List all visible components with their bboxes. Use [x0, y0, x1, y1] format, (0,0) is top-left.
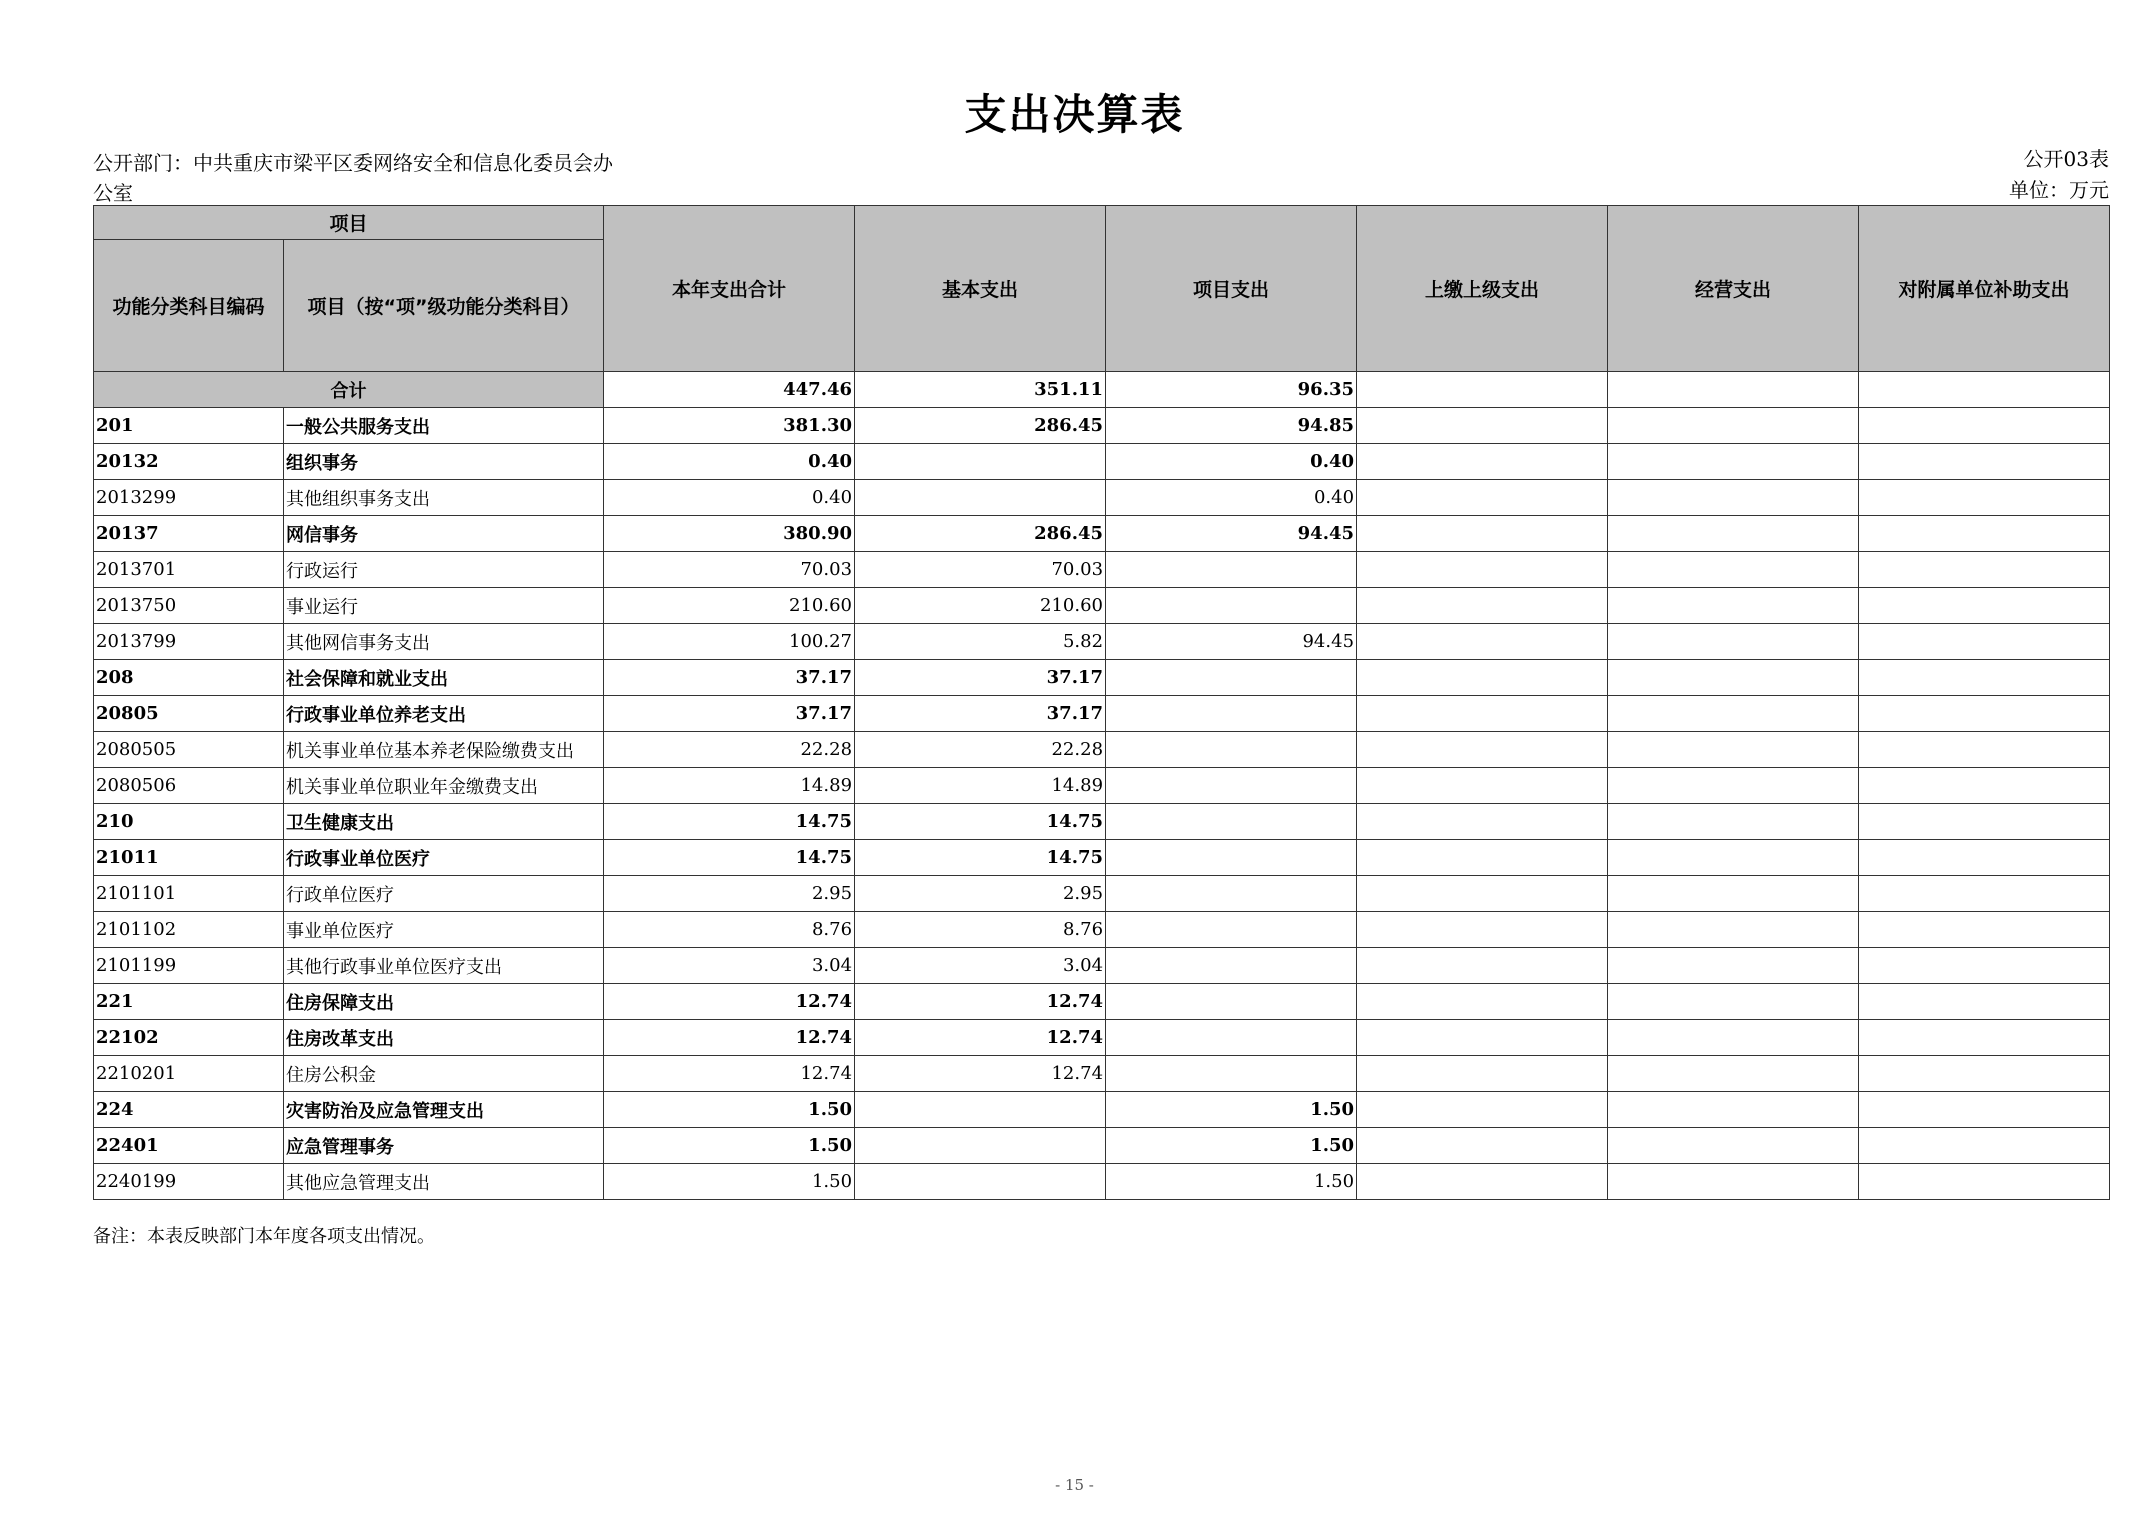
row-project: 94.45: [1106, 516, 1357, 552]
row-name: 事业运行: [284, 588, 604, 624]
row-code: 2013750: [94, 588, 284, 624]
row-subsidy: [1859, 444, 2110, 480]
row-code: 210: [94, 804, 284, 840]
row-subsidy: [1859, 1128, 2110, 1164]
row-upper: [1357, 1092, 1608, 1128]
page-title: 支出决算表: [964, 90, 1185, 139]
row-total: 8.76: [604, 912, 855, 948]
row-name: 行政运行: [284, 552, 604, 588]
page-number: - 15 -: [1055, 1476, 1094, 1494]
row-upper: [1357, 1020, 1608, 1056]
row-total: 70.03: [604, 552, 855, 588]
row-name: 网信事务: [284, 516, 604, 552]
row-upper: [1357, 444, 1608, 480]
row-subsidy: [1859, 840, 2110, 876]
table-row: [94, 516, 2110, 552]
row-total: 0.40: [604, 480, 855, 516]
row-subsidy: [1859, 984, 2110, 1020]
row-project: 94.85: [1106, 408, 1357, 444]
table-row: [94, 480, 2110, 516]
table-row: [94, 444, 2110, 480]
row-basic: 37.17: [855, 696, 1106, 732]
row-upper: [1357, 876, 1608, 912]
row-basic: 22.28: [855, 732, 1106, 768]
row-business: [1608, 408, 1859, 444]
row-name: 行政事业单位医疗: [284, 840, 604, 876]
row-code: 20137: [94, 516, 284, 552]
total-project: 96.35: [1106, 372, 1357, 408]
row-basic: 286.45: [855, 516, 1106, 552]
table-row: [94, 552, 2110, 588]
table-row: [94, 948, 2110, 984]
row-project: 1.50: [1106, 1128, 1357, 1164]
row-project: [1106, 984, 1357, 1020]
row-basic: 14.75: [855, 804, 1106, 840]
row-upper: [1357, 516, 1608, 552]
row-basic: [855, 1128, 1106, 1164]
row-total: 37.17: [604, 660, 855, 696]
row-total: 1.50: [604, 1092, 855, 1128]
row-name: 住房保障支出: [284, 984, 604, 1020]
row-business: [1608, 624, 1859, 660]
row-business: [1608, 1128, 1859, 1164]
header-basic: 基本支出: [855, 206, 1106, 372]
row-basic: 12.74: [855, 984, 1106, 1020]
row-upper: [1357, 840, 1608, 876]
department-info: [93, 148, 613, 208]
row-subsidy: [1859, 696, 2110, 732]
row-basic: [855, 444, 1106, 480]
row-subsidy: [1859, 1164, 2110, 1200]
row-code: 2101102: [94, 912, 284, 948]
row-business: [1608, 804, 1859, 840]
row-basic: 210.60: [855, 588, 1106, 624]
row-upper: [1357, 768, 1608, 804]
row-code: 2013299: [94, 480, 284, 516]
row-subsidy: [1859, 948, 2110, 984]
row-business: [1608, 1056, 1859, 1092]
row-business: [1608, 516, 1859, 552]
row-subsidy: [1859, 768, 2110, 804]
row-basic: 5.82: [855, 624, 1106, 660]
row-project: 0.40: [1106, 444, 1357, 480]
row-project: [1106, 588, 1357, 624]
row-name: 其他行政事业单位医疗支出: [284, 948, 604, 984]
row-name: 社会保障和就业支出: [284, 660, 604, 696]
row-project: [1106, 948, 1357, 984]
row-business: [1608, 444, 1859, 480]
row-name: 一般公共服务支出: [284, 408, 604, 444]
row-total: 12.74: [604, 984, 855, 1020]
row-upper: [1357, 732, 1608, 768]
row-upper: [1357, 624, 1608, 660]
row-business: [1608, 912, 1859, 948]
row-upper: [1357, 408, 1608, 444]
row-basic: 37.17: [855, 660, 1106, 696]
table-row: [94, 840, 2110, 876]
row-business: [1608, 660, 1859, 696]
row-project: [1106, 732, 1357, 768]
row-basic: 286.45: [855, 408, 1106, 444]
row-total: 37.17: [604, 696, 855, 732]
row-name: 卫生健康支出: [284, 804, 604, 840]
row-code: 224: [94, 1092, 284, 1128]
row-project: [1106, 1020, 1357, 1056]
table-row: [94, 1056, 2110, 1092]
row-name: 行政事业单位养老支出: [284, 696, 604, 732]
row-subsidy: [1859, 480, 2110, 516]
row-name: 组织事务: [284, 444, 604, 480]
row-upper: [1357, 696, 1608, 732]
row-basic: 3.04: [855, 948, 1106, 984]
row-basic: 2.95: [855, 876, 1106, 912]
row-project: [1106, 552, 1357, 588]
row-basic: [855, 480, 1106, 516]
row-total: 3.04: [604, 948, 855, 984]
row-basic: 8.76: [855, 912, 1106, 948]
row-subsidy: [1859, 624, 2110, 660]
row-name: 事业单位医疗: [284, 912, 604, 948]
row-business: [1608, 552, 1859, 588]
row-business: [1608, 948, 1859, 984]
row-subsidy: [1859, 732, 2110, 768]
header-project: 项目支出: [1106, 206, 1357, 372]
row-subsidy: [1859, 660, 2110, 696]
row-code: 2101101: [94, 876, 284, 912]
row-subsidy: [1859, 516, 2110, 552]
row-subsidy: [1859, 804, 2110, 840]
row-upper: [1357, 912, 1608, 948]
row-total: 0.40: [604, 444, 855, 480]
row-business: [1608, 768, 1859, 804]
header-item: 项目: [94, 206, 604, 240]
row-name: 应急管理事务: [284, 1128, 604, 1164]
row-code: 20805: [94, 696, 284, 732]
total-upper: [1357, 372, 1608, 408]
row-name: 机关事业单位职业年金缴费支出: [284, 768, 604, 804]
table-row: [94, 984, 2110, 1020]
row-subsidy: [1859, 912, 2110, 948]
table-row: [94, 588, 2110, 624]
row-code: 208: [94, 660, 284, 696]
total-row: [94, 372, 2110, 408]
row-upper: [1357, 948, 1608, 984]
row-total: 14.75: [604, 804, 855, 840]
table-row: [94, 732, 2110, 768]
table-row: [94, 768, 2110, 804]
unit-label: 单位：万元: [2009, 178, 2109, 202]
row-basic: 14.89: [855, 768, 1106, 804]
row-code: 201: [94, 408, 284, 444]
row-name: 行政单位医疗: [284, 876, 604, 912]
table-row: [94, 912, 2110, 948]
department-name: 中共重庆市梁平区委网络安全和信息化委员会办公室: [93, 151, 613, 205]
row-subsidy: [1859, 408, 2110, 444]
row-business: [1608, 1164, 1859, 1200]
row-name: 其他应急管理支出: [284, 1164, 604, 1200]
table-row: [94, 660, 2110, 696]
row-upper: [1357, 984, 1608, 1020]
header-business: 经营支出: [1608, 206, 1859, 372]
table-row: [94, 696, 2110, 732]
row-total: 12.74: [604, 1020, 855, 1056]
row-name: 机关事业单位基本养老保险缴费支出: [284, 732, 604, 768]
row-total: 2.95: [604, 876, 855, 912]
row-upper: [1357, 660, 1608, 696]
row-subsidy: [1859, 876, 2110, 912]
row-code: 2013701: [94, 552, 284, 588]
row-business: [1608, 876, 1859, 912]
header-name: 项目（按“项”级功能分类科目）: [284, 240, 604, 372]
row-total: 1.50: [604, 1128, 855, 1164]
header-code: 功能分类科目编码: [94, 240, 284, 372]
row-subsidy: [1859, 1020, 2110, 1056]
row-name: 住房公积金: [284, 1056, 604, 1092]
row-project: [1106, 804, 1357, 840]
row-upper: [1357, 1056, 1608, 1092]
row-total: 210.60: [604, 588, 855, 624]
header-total: 本年支出合计: [604, 206, 855, 372]
row-basic: [855, 1092, 1106, 1128]
row-code: 2080505: [94, 732, 284, 768]
table-row: [94, 624, 2110, 660]
row-total: 14.75: [604, 840, 855, 876]
total-amount: 447.46: [604, 372, 855, 408]
row-basic: 12.74: [855, 1020, 1106, 1056]
row-code: 2080506: [94, 768, 284, 804]
row-upper: [1357, 804, 1608, 840]
row-basic: 12.74: [855, 1056, 1106, 1092]
row-name: 住房改革支出: [284, 1020, 604, 1056]
row-basic: 14.75: [855, 840, 1106, 876]
table-meta: [2009, 144, 2109, 206]
header-subsidy: 对附属单位补助支出: [1859, 206, 2110, 372]
table-row: [94, 1164, 2110, 1200]
row-basic: 70.03: [855, 552, 1106, 588]
row-business: [1608, 984, 1859, 1020]
row-project: [1106, 912, 1357, 948]
table-row: [94, 876, 2110, 912]
row-upper: [1357, 1128, 1608, 1164]
row-name: 其他网信事务支出: [284, 624, 604, 660]
row-project: [1106, 876, 1357, 912]
table-body: [94, 372, 2110, 1200]
table-row: [94, 804, 2110, 840]
row-total: 100.27: [604, 624, 855, 660]
row-total: 14.89: [604, 768, 855, 804]
row-business: [1608, 480, 1859, 516]
row-code: 21011: [94, 840, 284, 876]
row-name: 灾害防治及应急管理支出: [284, 1092, 604, 1128]
row-upper: [1357, 1164, 1608, 1200]
row-project: [1106, 660, 1357, 696]
row-name: 其他组织事务支出: [284, 480, 604, 516]
row-total: 380.90: [604, 516, 855, 552]
row-total: 22.28: [604, 732, 855, 768]
row-project: 1.50: [1106, 1164, 1357, 1200]
row-code: 22401: [94, 1128, 284, 1164]
footnote: 备注：本表反映部门本年度各项支出情况。: [93, 1226, 435, 1247]
row-subsidy: [1859, 552, 2110, 588]
row-code: 221: [94, 984, 284, 1020]
row-project: [1106, 840, 1357, 876]
row-code: 2101199: [94, 948, 284, 984]
header-upper: 上缴上级支出: [1357, 206, 1608, 372]
table-row: [94, 408, 2110, 444]
row-project: 1.50: [1106, 1092, 1357, 1128]
form-id: 公开03表: [2023, 147, 2109, 171]
total-subsidy: [1859, 372, 2110, 408]
row-business: [1608, 840, 1859, 876]
row-project: [1106, 696, 1357, 732]
row-business: [1608, 696, 1859, 732]
row-total: 1.50: [604, 1164, 855, 1200]
table-row: [94, 1020, 2110, 1056]
row-subsidy: [1859, 588, 2110, 624]
row-total: 381.30: [604, 408, 855, 444]
row-basic: [855, 1164, 1106, 1200]
row-code: 22102: [94, 1020, 284, 1056]
row-subsidy: [1859, 1092, 2110, 1128]
row-code: 2210201: [94, 1056, 284, 1092]
row-code: 20132: [94, 444, 284, 480]
row-business: [1608, 1020, 1859, 1056]
row-business: [1608, 732, 1859, 768]
row-upper: [1357, 480, 1608, 516]
row-upper: [1357, 588, 1608, 624]
total-basic: 351.11: [855, 372, 1106, 408]
row-code: 2013799: [94, 624, 284, 660]
row-business: [1608, 588, 1859, 624]
row-project: 0.40: [1106, 480, 1357, 516]
row-project: [1106, 1056, 1357, 1092]
row-business: [1608, 1092, 1859, 1128]
row-subsidy: [1859, 1056, 2110, 1092]
row-project: [1106, 768, 1357, 804]
total-label: 合计: [94, 372, 604, 408]
table-row: [94, 1128, 2110, 1164]
expense-table: [93, 205, 2110, 1200]
row-code: 2240199: [94, 1164, 284, 1200]
row-project: 94.45: [1106, 624, 1357, 660]
total-business: [1608, 372, 1859, 408]
table-row: [94, 1092, 2110, 1128]
row-total: 12.74: [604, 1056, 855, 1092]
row-upper: [1357, 552, 1608, 588]
department-label: 公开部门：: [93, 151, 193, 175]
